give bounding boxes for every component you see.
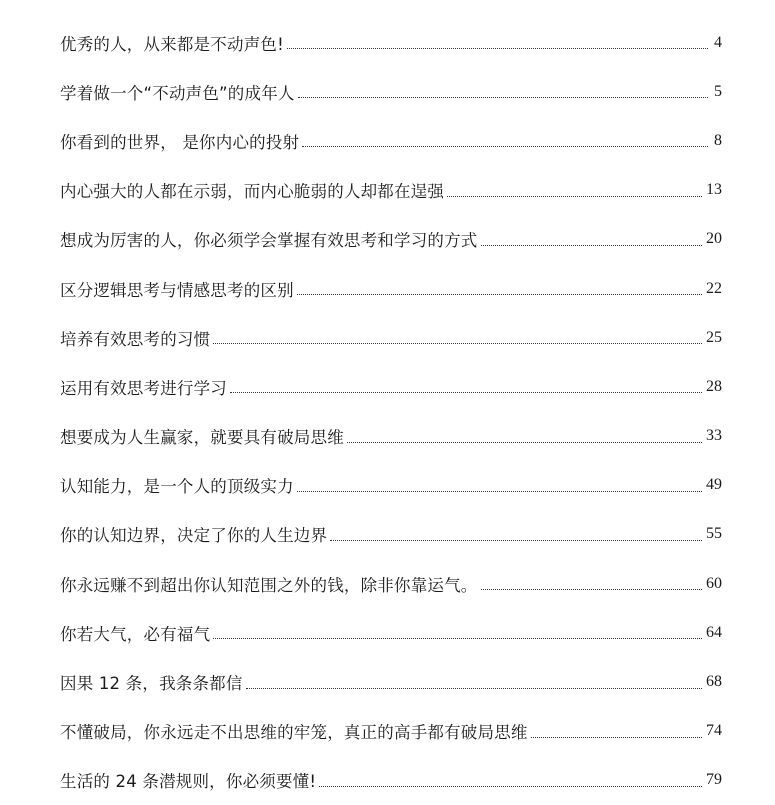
- toc-entry[interactable]: [60, 67, 722, 116]
- toc-entry-title: 想要成为人生赢家，就要具有破局思维: [60, 428, 344, 448]
- toc-page-number: 49: [706, 476, 722, 494]
- toc-dot-leader: [287, 48, 708, 49]
- toc-entry-title: 你的认知边界，决定了你的人生边界: [60, 526, 328, 546]
- toc-entry[interactable]: [60, 116, 722, 165]
- toc-entry-title: 区分逻辑思考与情感思考的区别: [60, 280, 294, 300]
- toc-page-number: 8: [714, 131, 722, 149]
- toc-entry[interactable]: [60, 608, 722, 657]
- toc-page-number: 22: [706, 279, 722, 297]
- toc-entry-title: 你永远赚不到超出你认知范围之外的钱，除非你靠运气。: [60, 575, 478, 595]
- toc-dot-leader: [213, 343, 702, 344]
- toc-page-number: 20: [706, 230, 722, 248]
- toc-page-number: 55: [706, 525, 722, 543]
- toc-entry-title: 内心强大的人都在示弱，而内心脆弱的人却都在逞强: [60, 182, 445, 202]
- table-of-contents: [60, 18, 722, 805]
- toc-page-number: 28: [706, 377, 722, 395]
- toc-page-number: 79: [706, 771, 722, 789]
- toc-entry-title: 学着做一个“不动声色”的成年人: [60, 83, 295, 103]
- toc-entry-title: 运用有效思考进行学习: [60, 378, 227, 398]
- toc-dot-leader: [330, 540, 702, 541]
- toc-dot-leader: [298, 97, 708, 98]
- toc-page-number: 74: [706, 722, 722, 740]
- toc-entry-title: 因果 12 条，我条条都信: [60, 674, 243, 694]
- toc-entry-title: 不懂破局，你永远走不出思维的牢笼，真正的高手都有破局思维: [60, 723, 528, 743]
- toc-entry-title: 你若大气，必有福气: [60, 624, 211, 644]
- toc-entry[interactable]: [60, 264, 722, 313]
- toc-dot-leader: [230, 392, 702, 393]
- toc-dot-leader: [319, 786, 702, 787]
- toc-entry[interactable]: [60, 707, 722, 756]
- toc-entry-title: 你看到的世界， 是你内心的投射: [60, 132, 300, 152]
- toc-page-number: 33: [706, 427, 722, 445]
- toc-entry-title: 培养有效思考的习惯: [60, 329, 211, 349]
- toc-entry[interactable]: [60, 362, 722, 411]
- toc-page-number: 13: [706, 181, 722, 199]
- toc-page-number: 5: [714, 82, 722, 100]
- toc-dot-leader: [347, 442, 702, 443]
- toc-dot-leader: [302, 146, 708, 147]
- toc-dot-leader: [297, 294, 702, 295]
- toc-entry[interactable]: [60, 657, 722, 706]
- toc-entry[interactable]: [60, 215, 722, 264]
- toc-entry[interactable]: [60, 166, 722, 215]
- toc-page-number: 64: [706, 623, 722, 641]
- toc-entry[interactable]: [60, 510, 722, 559]
- toc-dot-leader: [246, 688, 702, 689]
- toc-page-number: 25: [706, 328, 722, 346]
- toc-dot-leader: [481, 589, 703, 590]
- toc-dot-leader: [297, 491, 702, 492]
- toc-entry-title: 生活的 24 条潜规则，你必须要懂!: [60, 772, 317, 792]
- toc-entry-title: 优秀的人，从来都是不动声色!: [60, 34, 284, 54]
- toc-entry[interactable]: [60, 313, 722, 362]
- toc-dot-leader: [531, 737, 702, 738]
- toc-entry[interactable]: [60, 18, 722, 67]
- toc-entry[interactable]: [60, 559, 722, 608]
- toc-page-number: 4: [714, 33, 722, 51]
- toc-entry[interactable]: [60, 756, 722, 805]
- toc-entry-title: 想成为厉害的人，你必须学会掌握有效思考和学习的方式: [60, 231, 478, 251]
- toc-dot-leader: [481, 245, 703, 246]
- toc-page-number: 60: [706, 574, 722, 592]
- toc-entry[interactable]: [60, 461, 722, 510]
- toc-entry[interactable]: [60, 412, 722, 461]
- toc-page-number: 68: [706, 673, 722, 691]
- toc-dot-leader: [213, 638, 702, 639]
- toc-entry-title: 认知能力，是一个人的顶级实力: [60, 477, 294, 497]
- toc-dot-leader: [447, 196, 702, 197]
